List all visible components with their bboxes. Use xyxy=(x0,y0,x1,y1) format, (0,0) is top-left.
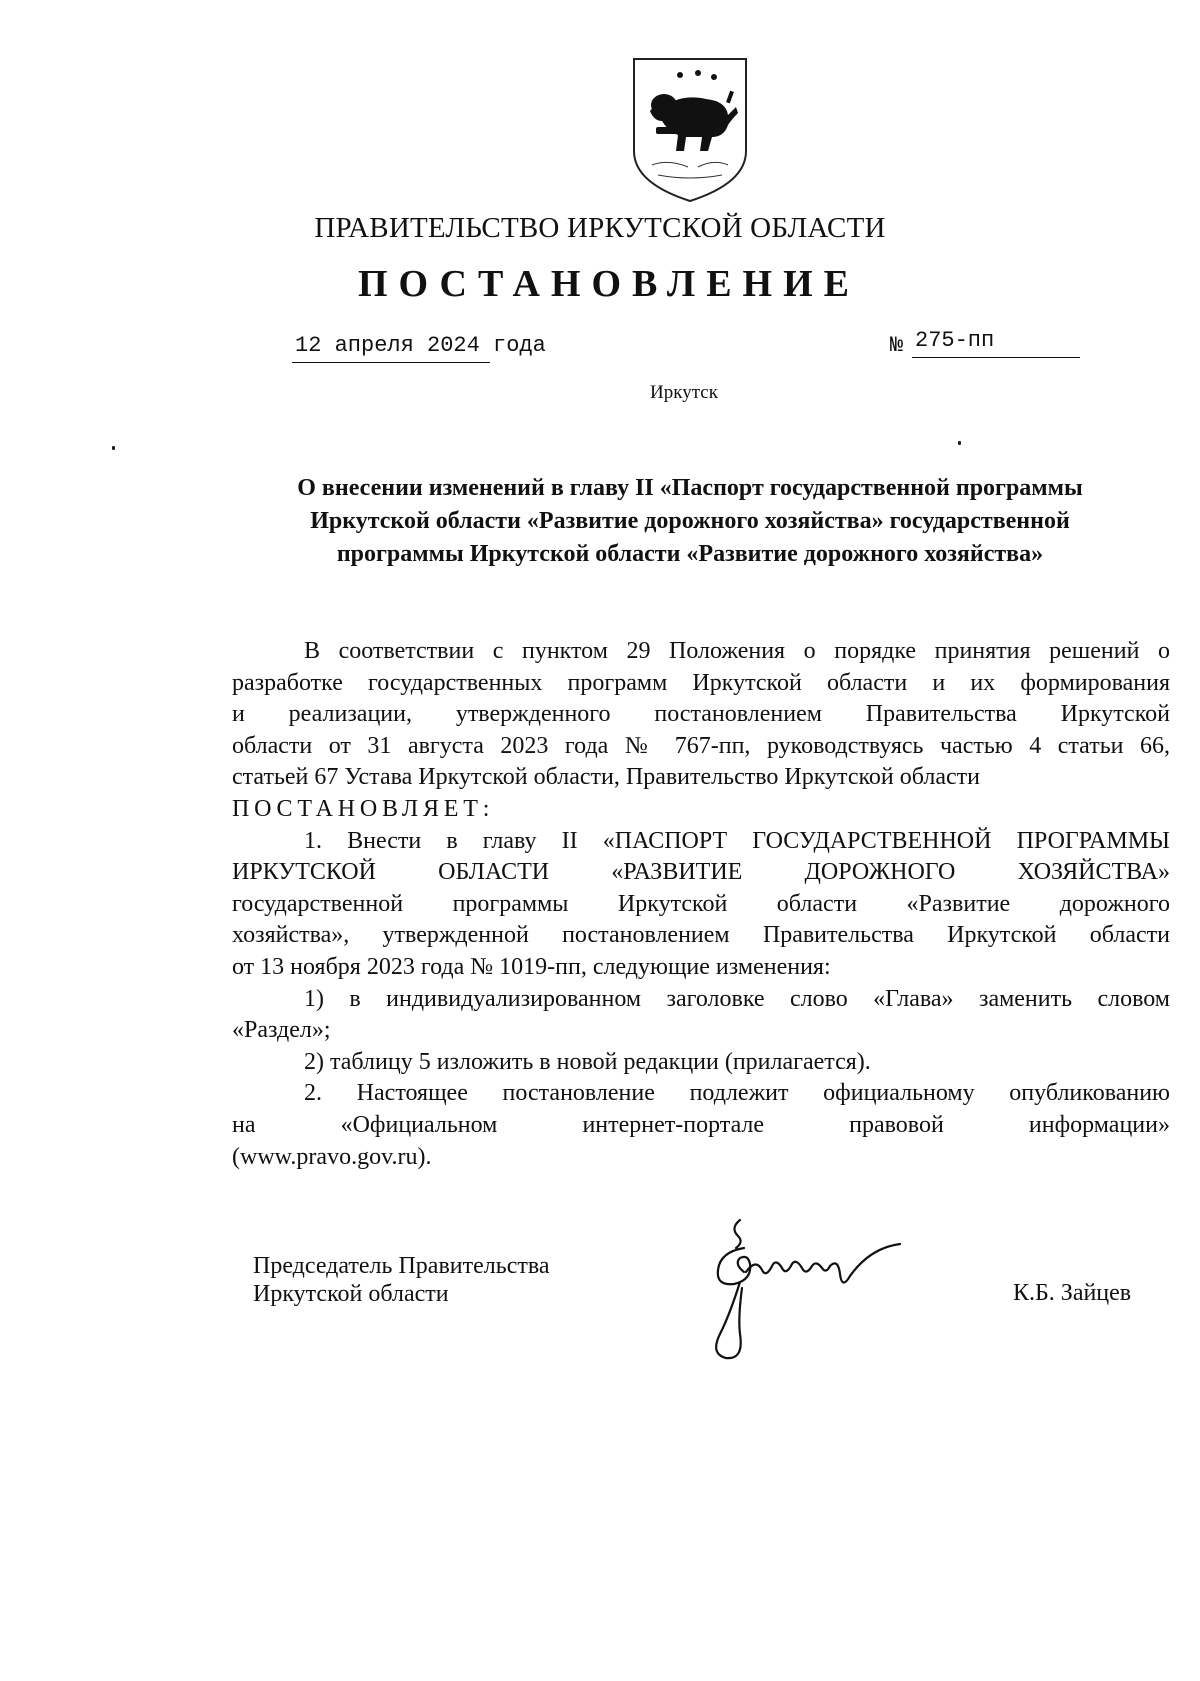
body-line: и реализации, утвержденного постановлением Правительства Иркутской xyxy=(232,701,1170,728)
heading-line: О внесении изменений в главу II «Паспорт государственной программы xyxy=(297,475,1083,501)
body-line: от 13 ноября 2023 года № 1019-пп, следующие изменения: xyxy=(232,953,831,980)
body-line-decree: ПОСТАНОВЛЯЕТ: xyxy=(232,795,495,822)
irkutsk-coat-of-arms-icon xyxy=(628,55,752,205)
document-place: Иркутск xyxy=(650,382,718,403)
body-line: государственной программы Иркутской области «Развитие дорожного xyxy=(232,890,1170,917)
body-line: 1) в индивидуализированном заголовке слово «Глава» заменить словом xyxy=(304,985,1170,1012)
body-line: разработке государственных программ Иркутской области и их формирования xyxy=(232,669,1170,696)
scan-speck xyxy=(958,441,961,445)
signer-position-line: Иркутской области xyxy=(253,1281,449,1307)
body-line: области от 31 августа 2023 года № 767-пп, руководствуясь частью 4 статьи 66, xyxy=(232,732,1170,759)
scan-speck xyxy=(112,446,115,450)
body-line: «Раздел»; xyxy=(232,1017,331,1044)
document-heading xyxy=(230,472,1150,571)
document-number: 275-пп xyxy=(915,328,995,353)
body-line: 2) таблицу 5 изложить в новой редакции (прилагается). xyxy=(304,1048,871,1075)
heading-line: программы Иркутской области «Развитие дорожного хозяйства» xyxy=(336,541,1044,567)
handwritten-signature xyxy=(700,1218,930,1368)
body-line: статьей 67 Устава Иркутской области, Правительство Иркутской области xyxy=(232,764,980,791)
signer-position xyxy=(253,1252,550,1308)
body-line: хозяйства», утвержденной постановлением Правительства Иркутской области xyxy=(232,922,1170,949)
body-line: В соответствии с пунктом 29 Положения о порядке принятия решений о xyxy=(304,638,1170,664)
body-line: ИРКУТСКОЙ ОБЛАСТИ «РАЗВИТИЕ ДОРОЖНОГО ХОЗЯЙСТВА» xyxy=(232,859,1170,886)
organization-title: ПРАВИТЕЛЬСТВО ИРКУТСКОЙ ОБЛАСТИ xyxy=(314,212,886,244)
body-line: на «Официальном интернет-портале правовой информации» xyxy=(232,1111,1170,1138)
document-body xyxy=(232,636,1170,1173)
document-type-title: ПОСТАНОВЛЕНИЕ xyxy=(357,263,861,305)
body-line: 1. Внести в главу II «ПАСПОРТ ГОСУДАРСТВЕННОЙ ПРОГРАММЫ xyxy=(304,827,1170,854)
signer-name: К.Б. Зайцев xyxy=(1013,1280,1132,1306)
number-underline xyxy=(912,357,1080,358)
heading-line: Иркутской области «Развитие дорожного хозяйства» государственной xyxy=(310,508,1070,534)
document-date: 12 апреля 2024 года xyxy=(295,333,546,358)
body-line: (www.pravo.gov.ru). xyxy=(232,1143,432,1170)
body-line: 2. Настоящее постановление подлежит официальному опубликованию xyxy=(304,1080,1170,1107)
date-underline xyxy=(292,362,490,363)
number-sign: № xyxy=(890,333,904,358)
signer-position-line: Председатель Правительства xyxy=(253,1253,550,1279)
